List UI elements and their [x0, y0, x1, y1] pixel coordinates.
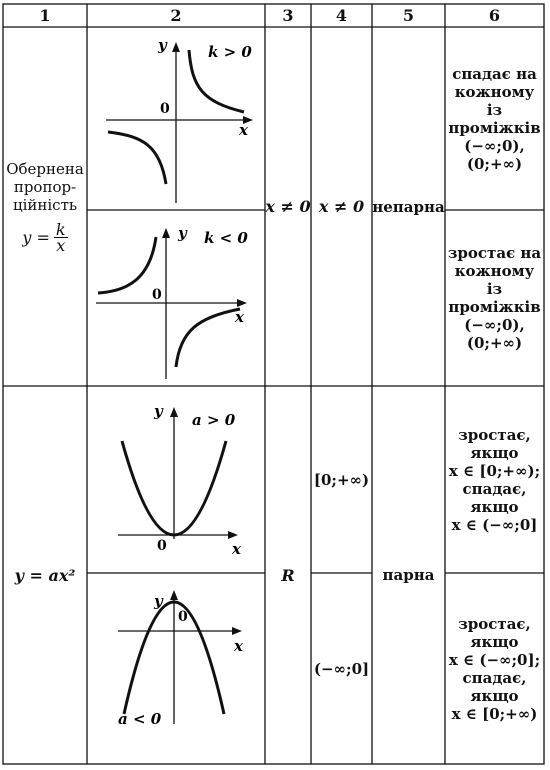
origin-label: 0 — [178, 609, 188, 625]
x-axis-label: x — [235, 308, 244, 326]
condition-label: a > 0 — [192, 411, 236, 429]
origin-label: 0 — [152, 287, 162, 303]
header-col-4: 4 — [335, 6, 348, 25]
monotonic-line: x ∈ [0;+∞); — [448, 461, 541, 480]
header-col-5: 5 — [402, 6, 415, 25]
x-axis-label: x — [234, 637, 243, 655]
monotonic-line: спадає, — [462, 668, 527, 687]
quadratic-domain: R — [281, 565, 295, 585]
inverse-name-line2: пропор- — [13, 178, 77, 196]
hyperbola-branch-q4 — [176, 309, 240, 367]
monotonic-line: якщо — [470, 443, 519, 462]
quadratic-formula: y = ax² — [14, 565, 76, 585]
header-col-2: 2 — [170, 6, 182, 25]
origin-label: 0 — [160, 101, 170, 117]
condition-label: k > 0 — [208, 43, 252, 61]
inverse-monotonicity-k-negative — [445, 210, 544, 386]
inverse-function-name — [3, 27, 87, 386]
y-axis-arrow-icon — [170, 590, 178, 600]
parabola-a-negative-graph — [88, 574, 264, 763]
y-axis-label: y — [158, 36, 167, 54]
hyperbola-k-negative-graph — [88, 211, 264, 385]
inverse-name-line3: ційність — [12, 196, 78, 214]
x-axis-arrow-icon — [237, 299, 247, 307]
hyperbola-branch-q3 — [108, 132, 166, 184]
inverse-formula-numerator: k — [55, 220, 66, 239]
y-axis-arrow-icon — [162, 228, 170, 238]
header-col-1: 1 — [39, 6, 51, 25]
monotonic-line: x ∈ (−∞;0] — [451, 515, 538, 534]
monotonic-line: спадає, — [462, 479, 527, 498]
quadratic-range-a-positive: [0;+∞) — [313, 470, 370, 489]
quadratic-range-a-negative: (−∞;0] — [313, 659, 370, 678]
x-axis-arrow-icon — [228, 531, 238, 539]
inverse-formula-fraction — [54, 222, 68, 253]
origin-label: 0 — [157, 538, 167, 554]
y-axis-arrow-icon — [170, 407, 178, 417]
monotonic-line: кожному із — [454, 82, 535, 119]
condition-label: k < 0 — [204, 229, 248, 247]
monotonic-line: зростає на — [447, 244, 542, 262]
x-axis-arrow-icon — [232, 627, 242, 635]
monotonic-line: проміжків — [448, 298, 541, 316]
y-axis-label: y — [178, 224, 187, 242]
inverse-name-line1: Обернена — [6, 160, 84, 178]
hyperbola-k-positive-graph — [88, 28, 264, 209]
monotonic-line: кожному із — [454, 262, 535, 298]
quadratic-monotonicity-a-positive — [445, 386, 544, 573]
x-axis-label: x — [239, 121, 248, 139]
x-axis-label: x — [232, 540, 241, 558]
monotonic-line: (0;+∞) — [466, 154, 523, 173]
monotonic-line: спадає на — [452, 64, 537, 83]
quadratic-parity: парна — [382, 566, 435, 584]
inverse-monotonicity-k-positive — [445, 27, 544, 210]
monotonic-line: якщо — [470, 497, 519, 516]
condition-label: a < 0 — [118, 710, 162, 728]
monotonic-line: якщо — [470, 686, 519, 705]
parabola-a-positive-graph — [88, 387, 264, 572]
monotonic-line: x ∈ [0;+∞) — [451, 704, 538, 723]
header-col-3: 3 — [282, 6, 294, 25]
inverse-range: x ≠ 0 — [318, 197, 365, 216]
monotonic-line: (−∞;0), — [464, 136, 525, 155]
inverse-formula-denominator: x — [56, 236, 66, 255]
monotonic-line: зростає, — [458, 614, 531, 633]
y-axis-label: y — [154, 592, 163, 610]
monotonic-line: (−∞;0), — [464, 316, 525, 334]
monotonic-line: проміжків — [448, 118, 541, 137]
monotonic-line: якщо — [470, 632, 519, 651]
inverse-parity: непарна — [372, 197, 445, 216]
monotonic-line: зростає, — [458, 425, 531, 444]
inverse-formula — [22, 222, 67, 253]
monotonic-line: (0;+∞) — [466, 334, 523, 352]
inverse-formula-lhs: y = — [22, 228, 50, 247]
y-axis-label: y — [154, 402, 163, 420]
quadratic-monotonicity-a-negative — [445, 573, 544, 764]
monotonic-line: x ∈ (−∞;0]; — [448, 650, 541, 669]
y-axis-arrow-icon — [172, 42, 180, 52]
header-col-6: 6 — [488, 6, 501, 25]
hyperbola-branch-q2 — [98, 237, 156, 293]
inverse-domain: x ≠ 0 — [265, 197, 311, 216]
